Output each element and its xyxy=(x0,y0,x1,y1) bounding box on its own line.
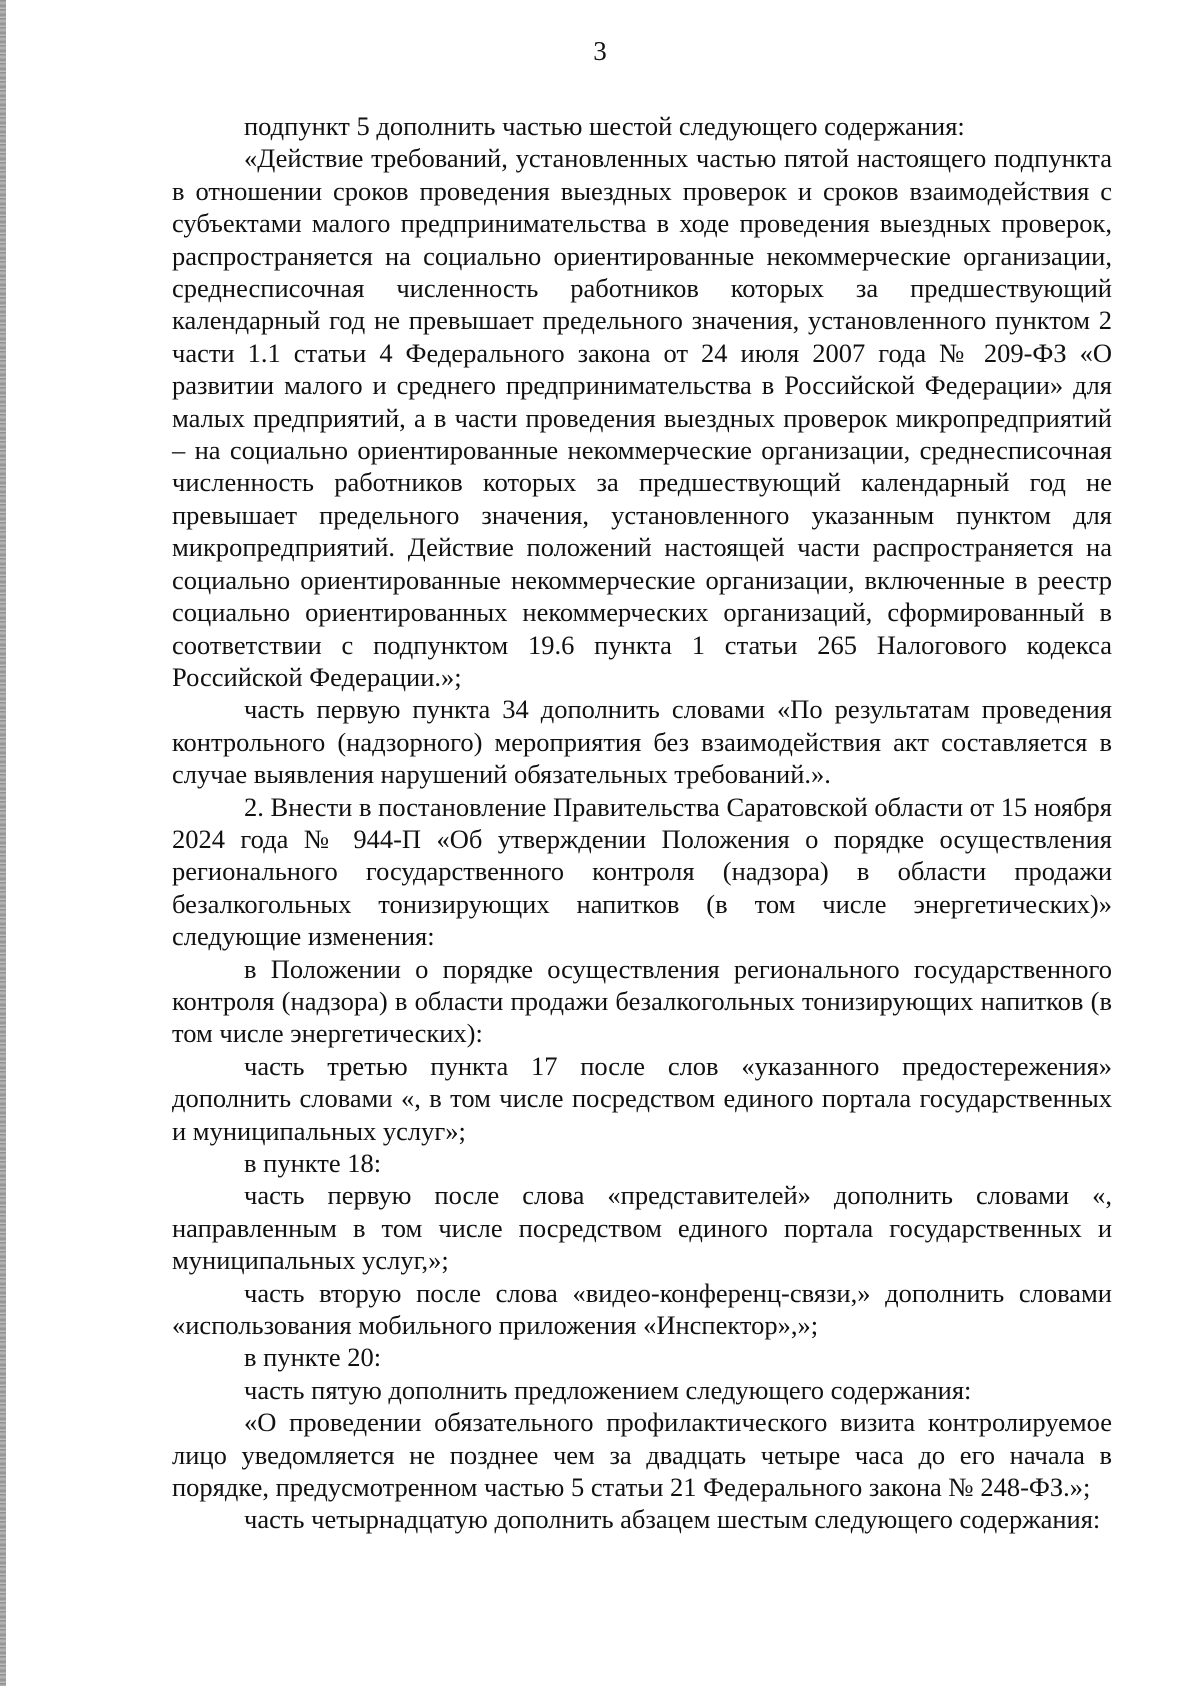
paragraph: в пункте 18: xyxy=(244,1148,382,1178)
paragraph: часть пятую дополнить предложением следующего содержания: xyxy=(244,1374,972,1405)
paragraph: часть вторую после слова «видео-конференц-связи,» дополнить словами «использования мобильного приложения «Инспектор»,»; xyxy=(172,1277,1112,1341)
scan-edge xyxy=(0,0,6,1686)
paragraph: 2. Внести в постановление Правительства Саратовской области от 15 ноября 2024 года № 944-П «Об утверждении Положения о порядке осуществления регионального государственного контроля (надзора) в области продажи безалкогольных тонизирующих напитков (в том числе энергетических)» следующие изменения: xyxy=(172,791,1112,952)
page-number: 3 xyxy=(593,36,607,66)
paragraph: часть четырнадцатую дополнить абзацем шестым следующего содержания: xyxy=(244,1504,1101,1535)
paragraph: «О проведении обязательного профилактического визита контролируемое лицо уведомляется не позднее чем за двадцать четыре часа до его начала в порядке, предусмотренном частью 5 статьи 21 Федерального закона № 248-ФЗ.»; xyxy=(172,1407,1112,1503)
paragraph: часть первую пункта 34 дополнить словами «По результатам проведения контрольного (надзорного) мероприятия без взаимодействия акт составляется в случае выявления нарушений обязательных требований.». xyxy=(172,694,1112,790)
paragraph: «Действие требований, установленных частью пятой настоящего подпункта в отношении сроков проведения выездных проверок и сроков взаимодействия с субъектами малого предпринимательства в ходе проведения выездных проверок, распространяется на социально ориентированные некоммерческие организации, среднесписочная численность работников которых за предшествующий календарный год не превышает предельного значения, установленного пунктом 2 части 1.1 статьи 4 Федерального закона от 24 июля 2007 года № 209-ФЗ «О развитии малого и среднего предпринимательства в Российской Федерации» для малых предприятий, а в части проведения выездных проверок микропредприятий – на социально ориентированные некоммерческие организации, среднесписочная численность работников которых за предшествующий календарный год не превышает предельного значения, установленного указанным пунктом для микропредприятий. Действие положений настоящей части распространяется на социально ориентированные некоммерческие организации, включенные в реестр социально ориентированных некоммерческих организаций, сформированный в соответствии с подпунктом 19.6 пункта 1 статьи 265 Налогового кодекса Российской Федерации.»; xyxy=(172,143,1112,692)
paragraph: подпункт 5 дополнить частью шестой следующего содержания: xyxy=(244,111,965,141)
document-body xyxy=(172,110,1112,1536)
paragraph: в Положении о порядке осуществления регионального государственного контроля (надзора) в области продажи безалкогольных тонизирующих напитков (в том числе энергетических): xyxy=(172,953,1112,1049)
paragraph: часть первую после слова «представителей» дополнить словами «, направленным в том числе посредством единого портала государственных и муниципальных услуг,»; xyxy=(172,1180,1112,1276)
paragraph: в пункте 20: xyxy=(244,1342,382,1373)
paragraph: часть третью пункта 17 после слов «указанного предостережения» дополнить словами «, в том числе посредством единого портала государственных и муниципальных услуг»; xyxy=(172,1050,1112,1146)
